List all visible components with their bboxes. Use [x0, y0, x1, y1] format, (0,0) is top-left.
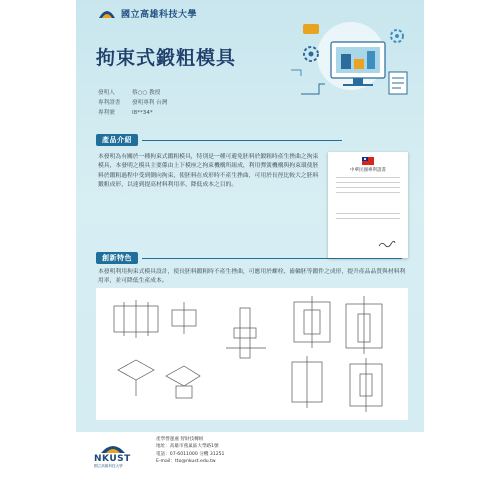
nkust-logo-icon: [100, 442, 126, 454]
patent-certificate: [328, 152, 408, 258]
intro-paragraph: 本發明為有關於一種拘束式鍛粗模具，特別是一種可避免胚料於鍛粗時產生挫曲之拘束模具，本發明之模具主要係由上下模座之拘束機構所組成，利用彈簧機構與拘束環使胚料於鍛粗過程中受到側向拘束，使胚料在成形時不產生挫曲，可用於長徑比較大之胚料鍛粗成形，以達到提高材料利用率、降低成本之目的。: [98, 154, 319, 188]
certificate-title: 中華民國專利證書: [350, 168, 386, 173]
contact-line: 地址：高雄市燕巢區大學路1號: [156, 444, 219, 450]
section-heading-intro: [96, 134, 342, 146]
divider: [142, 258, 402, 259]
certificate-line: [336, 192, 400, 193]
signature-icon: [378, 240, 396, 248]
nkust-logo: [94, 442, 138, 469]
certificate-line: [336, 218, 400, 219]
contact-line: 電話：07-6011000 分機 31251: [156, 451, 225, 457]
flag-icon: [362, 157, 374, 165]
meta-row-certificate: [98, 98, 167, 108]
meta-label: 專利號: [98, 110, 115, 116]
divider: [142, 140, 342, 141]
feature-paragraph: 本發明利用拘束式模具設計，使長胚料鍛粗時不產生挫曲，可應用於螺栓、齒輪胚等鍛件之成形，提升產品品質與材料利用率，並可降低生產成本。: [98, 269, 406, 285]
section-tag: 產品介紹: [96, 134, 138, 146]
contact-line: 產學營運處 智財技轉組: [156, 437, 204, 442]
patent-poster: [76, 0, 424, 500]
certificate-line: [336, 177, 400, 178]
section-tag: 創新特色: [96, 252, 138, 264]
meta-value: I8**34*: [132, 110, 153, 116]
footer: [76, 432, 424, 500]
certificate-line: [336, 187, 400, 188]
university-name: 國立高雄科技大學: [121, 9, 198, 20]
meta-label: 發明人: [98, 90, 115, 96]
contact-info: [156, 436, 418, 466]
logo-subtext: 國立高雄科技大學: [94, 464, 123, 468]
meta-value: 發明專利 台灣: [132, 100, 168, 106]
header: [98, 6, 197, 20]
section-heading-feature: [96, 252, 402, 264]
university-logo-icon: [98, 6, 116, 20]
patent-drawings: [96, 288, 408, 420]
meta-row-inventor: [98, 88, 167, 98]
certificate-line: [336, 213, 400, 214]
contact-line: E-mail：tto@nkust.edu.tw: [156, 459, 216, 465]
page-title: 拘束式鍛粗模具: [96, 47, 237, 69]
patent-meta: [98, 88, 167, 118]
meta-row-number: [98, 108, 167, 118]
meta-label: 專利證書: [98, 100, 121, 106]
certificate-line: [336, 182, 400, 183]
meta-value: 蔡○○ 教授: [132, 90, 161, 96]
hero-illustration: [281, 14, 419, 106]
logo-text: NKUST: [94, 454, 131, 464]
